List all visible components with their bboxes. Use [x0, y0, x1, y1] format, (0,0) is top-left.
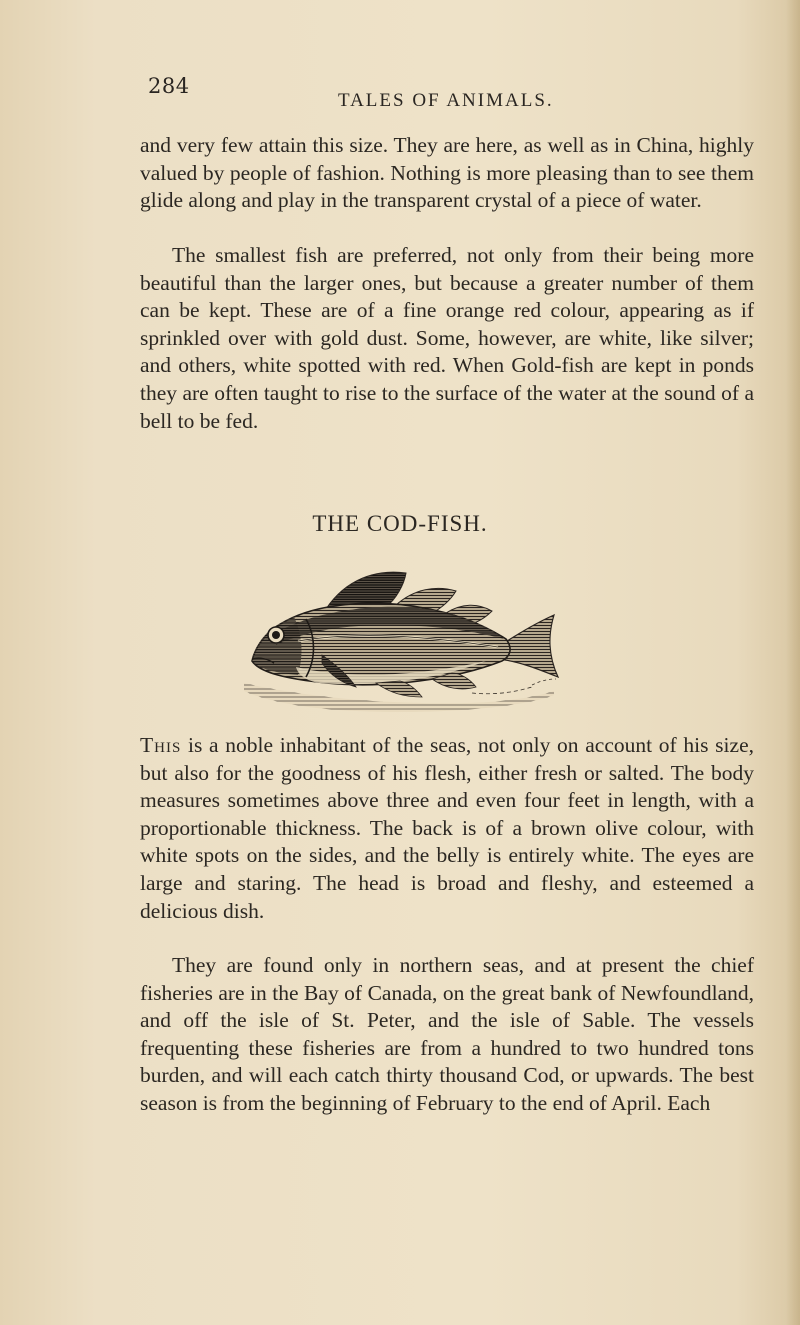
paragraph-cod-fisheries: They are found only in northern seas, and at present the chief fisheries are in the Bay of Canada, on the great bank of Newfoundland, and off the isle of St. Peter, and the isle of Sable. The vessels frequenting these fisheries are from a hundred to two hundred tons burden, and will each catch thirty thousand Cod, or upwards. The best season is from the beginning of February to the end of April. Each [140, 953, 754, 1115]
cod-fish-engraving-icon [236, 555, 566, 725]
page-edge-shadow [786, 0, 800, 1325]
paragraph-cod-description-text: is a noble inhabitant of the seas, not only on account of his size, but also for the goodness of his flesh, either fresh or salted. The body measures sometimes above three and even four feet in length, with a proportionable thickness. The back is of a brown olive colour, with white spots on the sides, and the belly is entirely white. The eyes are large and staring. The head is broad and fleshy, and esteemed a delicious dish. [140, 733, 754, 923]
page-number: 284 [148, 74, 190, 98]
paragraph-lead-word: This [140, 733, 182, 757]
cod-fish-illustration [236, 555, 566, 725]
paragraph-cod-description [140, 732, 754, 925]
paragraph-smallest-fish: The smallest fish are preferred, not only from their being more beautiful than the larger ones, but because a greater number of them can be kept. These are of a fine orange red colour, appearing as if sprinkled over with gold dust. Some, however, are white, like silver; and others, white spotted with red. When Gold-fish are kept in ponds they are often taught to rise to the surface of the water at the sound of a bell to be fed. [140, 243, 754, 433]
section-title: THE COD-FISH. [312, 511, 488, 536]
paragraph-goldfish-end: and very few attain this size. They are here, as well as in China, highly valued by people of fashion. Nothing is more pleasing than to see them glide along and play in the transparent crystal of a piece of water. [140, 133, 754, 213]
running-head: TALES OF ANIMALS. [338, 90, 554, 111]
